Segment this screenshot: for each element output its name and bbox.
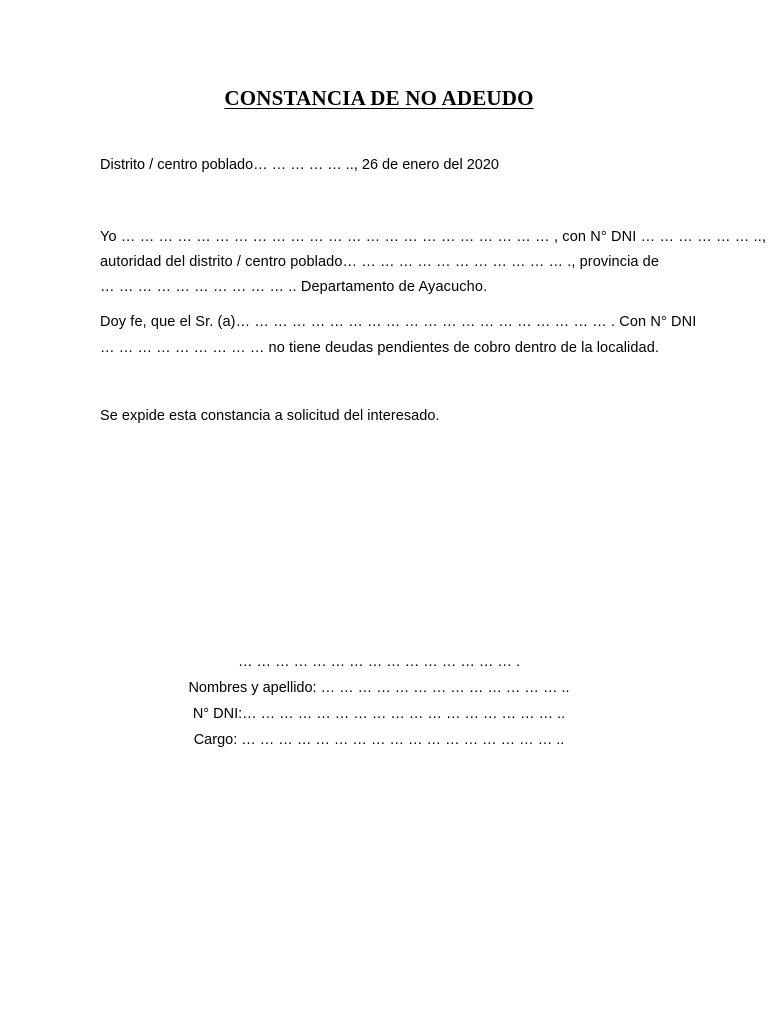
declaration-line-2: autoridad del distrito / centro poblado… … … … … … … … … … … … ., provincia de <box>100 254 660 270</box>
signature-names: Nombres y apellido: … … … … … … … … … … … … … .. <box>188 680 570 696</box>
attestation-line-1: Doy fe, que el Sr. (a)… … … … … … … … … … … … … … … … … … … … . Con N° DNI <box>100 314 697 330</box>
signature-line: … … … … … … … … … … … … … … … . <box>238 654 520 670</box>
declaration-line-1: Yo … … … … … … … … … … … … … … … … … … … … … … … , con N° DNI … … … … … … .., <box>100 229 767 245</box>
issuance-statement: Se expide esta constancia a solicitud del interesado. <box>100 408 440 424</box>
signature-cargo: Cargo: … … … … … … … … … … … … … … … … … .. <box>193 732 565 748</box>
attestation-line-2: … … … … … … … … … no tiene deudas pendientes de cobro dentro de la localidad. <box>100 340 659 356</box>
signature-dni: N° DNI:… … … … … … … … … … … … … … … … … .. <box>192 706 566 722</box>
declaration-line-3: … … … … … … … … … … .. Departamento de Ayacucho. <box>100 279 488 295</box>
date-line: Distrito / centro poblado… … … … … .., 26 de enero del 2020 <box>100 157 499 173</box>
document-title: CONSTANCIA DE NO ADEUDO <box>224 86 534 110</box>
